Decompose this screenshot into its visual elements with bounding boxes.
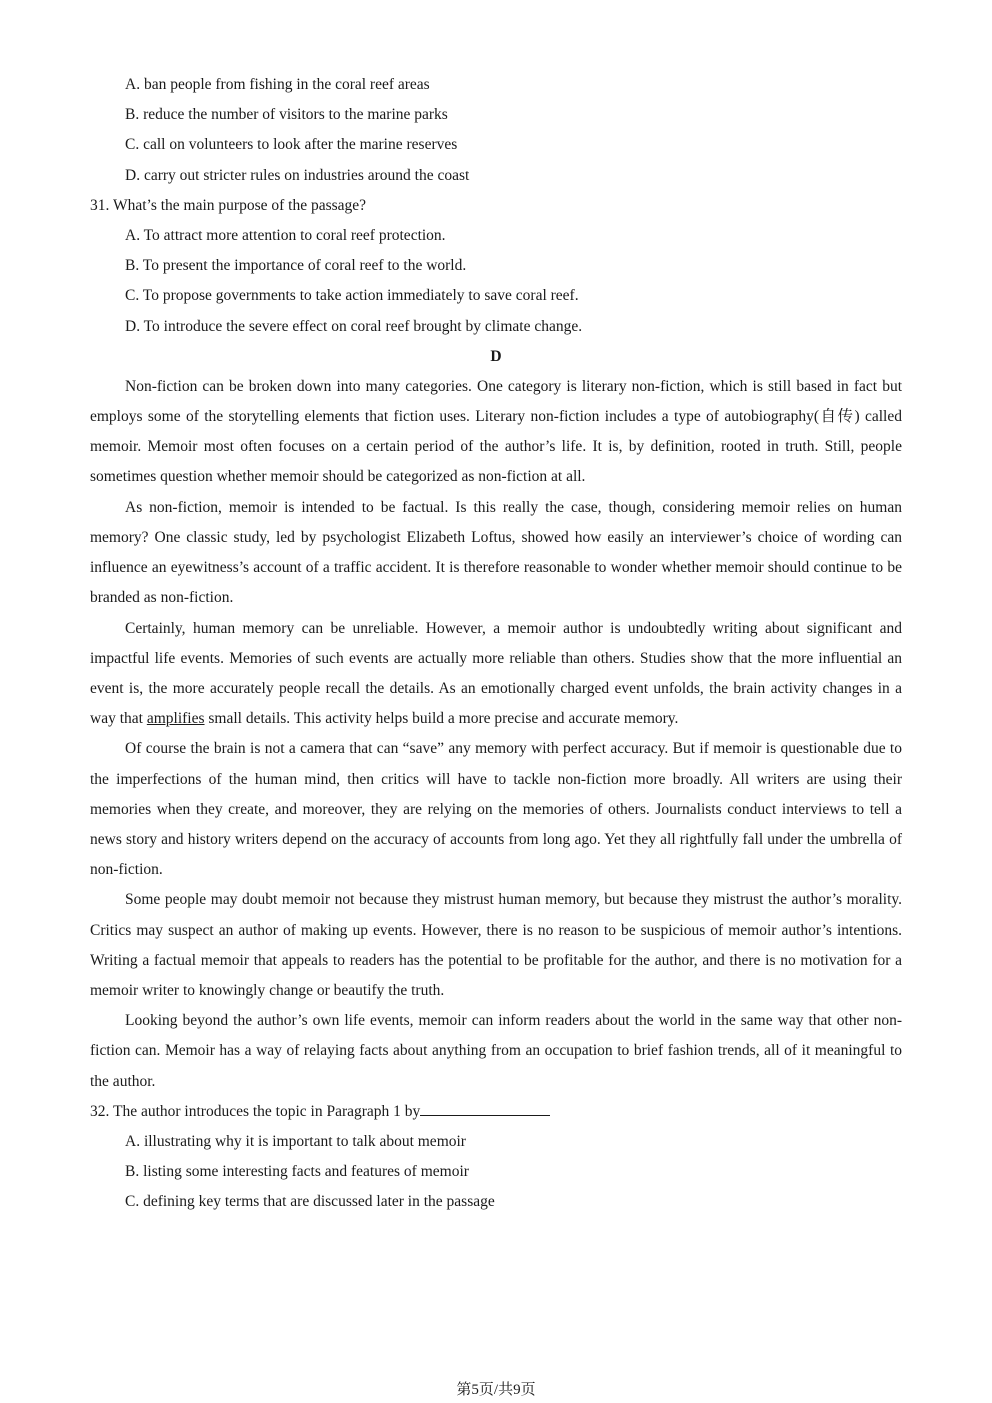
q32-option-c: C. defining key terms that are discussed later in the passage (125, 1193, 495, 1211)
q30-option-d: D. carry out stricter rules on industries around the coast (125, 166, 470, 184)
q32-option-b: B. listing some interesting facts and features of memoir (125, 1163, 469, 1181)
q31-option-c: C. To propose governments to take action immediately to save coral reef. (125, 287, 579, 305)
q32-option-a: A. illustrating why it is important to talk about memoir (125, 1132, 466, 1150)
passage-paragraph-6: Looking beyond the author’s own life events, memoir can inform readers about the world in the same way that other non-fiction can. Memoir has a way of relaying facts about anything from an occupation to brief fashion trends, all of it meaningful to the author. (90, 1012, 902, 1090)
passage-paragraph-4: Of course the brain is not a camera that can “save” any memory with perfect accuracy. But if memoir is questionable due to the imperfections of the human mind, then critics will have to tackle non-fiction more broadly. All writers are using their memories when they create, and moreover, they are relying on the memories of others. Journalists conduct interviews to tell a news story and history writers depend on the accuracy of accounts from long ago. Yet they all rightfully fall under the umbrella of non-fiction. (90, 740, 902, 879)
q30-option-b: B. reduce the number of visitors to the marine parks (125, 106, 448, 124)
passage-paragraph-3 (90, 614, 902, 735)
q32-stem: 32. The author introduces the topic in Paragraph 1 by (90, 1102, 421, 1120)
passage-paragraph-2: As non-fiction, memoir is intended to be factual. Is this really the case, though, considering memoir relies on human memory? One classic study, led by psychologist Elizabeth Loftus, showed how easily an interviewer’s choice of wording can influence an eyewitness’s account of a traffic accident. It is therefore reasonable to wonder whether memoir should continue to be branded as non-fiction. (90, 498, 902, 607)
q31-option-d: D. To introduce the severe effect on coral reef brought by climate change. (125, 317, 583, 335)
exam-page (90, 70, 902, 1218)
passage-paragraph-1: Non-fiction can be broken down into many categories. One category is literary non-fiction, which is still based in fact but employs some of the storytelling elements that fiction uses. Literary non-fiction includes a type of autobiography(自传) called memoir. Memoir most often focuses on a certain period of the author’s life. It is, by definition, rooted in truth. Still, people sometimes question whether memoir should be categorized as non-fiction at all. (90, 377, 902, 486)
page-number: 第5页/共9页 (456, 1382, 536, 1398)
q32-question (90, 1097, 902, 1127)
q30-option-c: C. call on volunteers to look after the marine reserves (125, 136, 458, 154)
paragraph-3-text-after: small details. This activity helps build a more precise and accurate memory. (204, 710, 679, 728)
q31-stem: 31. What’s the main purpose of the passage? (90, 196, 367, 214)
passage-paragraph-5: Some people may doubt memoir not because they mistrust human memory, but because they mistrust the author’s morality. Critics may suspect an author of making up events. However, there is no reason to be suspicious of memoir author’s intentions. Writing a factual memoir that appeals to readers has the potential to be profitable for the author, and there is no motivation for a memoir writer to knowingly change or beautify the truth. (90, 891, 902, 999)
q31-option-a: A. To attract more attention to coral reef protection. (125, 226, 446, 244)
q31-option-b: B. To present the importance of coral reef to the world. (125, 257, 467, 275)
section-d-title: D (490, 347, 502, 365)
q30-option-a: A. ban people from fishing in the coral reef areas (125, 76, 430, 93)
answer-blank (420, 1101, 550, 1116)
paragraph-3-text-before: Certainly, human memory can be unreliable. However, a memoir author is undoubtedly writing about significant and impactful life events. Memories of such events are actually more reliable than others. Studies show that the more influential an event is, the more accurately people recall the details. As an emotionally charged event unfolds, the brain activity changes in a way that (90, 619, 902, 728)
underlined-word: amplifies (146, 710, 205, 728)
